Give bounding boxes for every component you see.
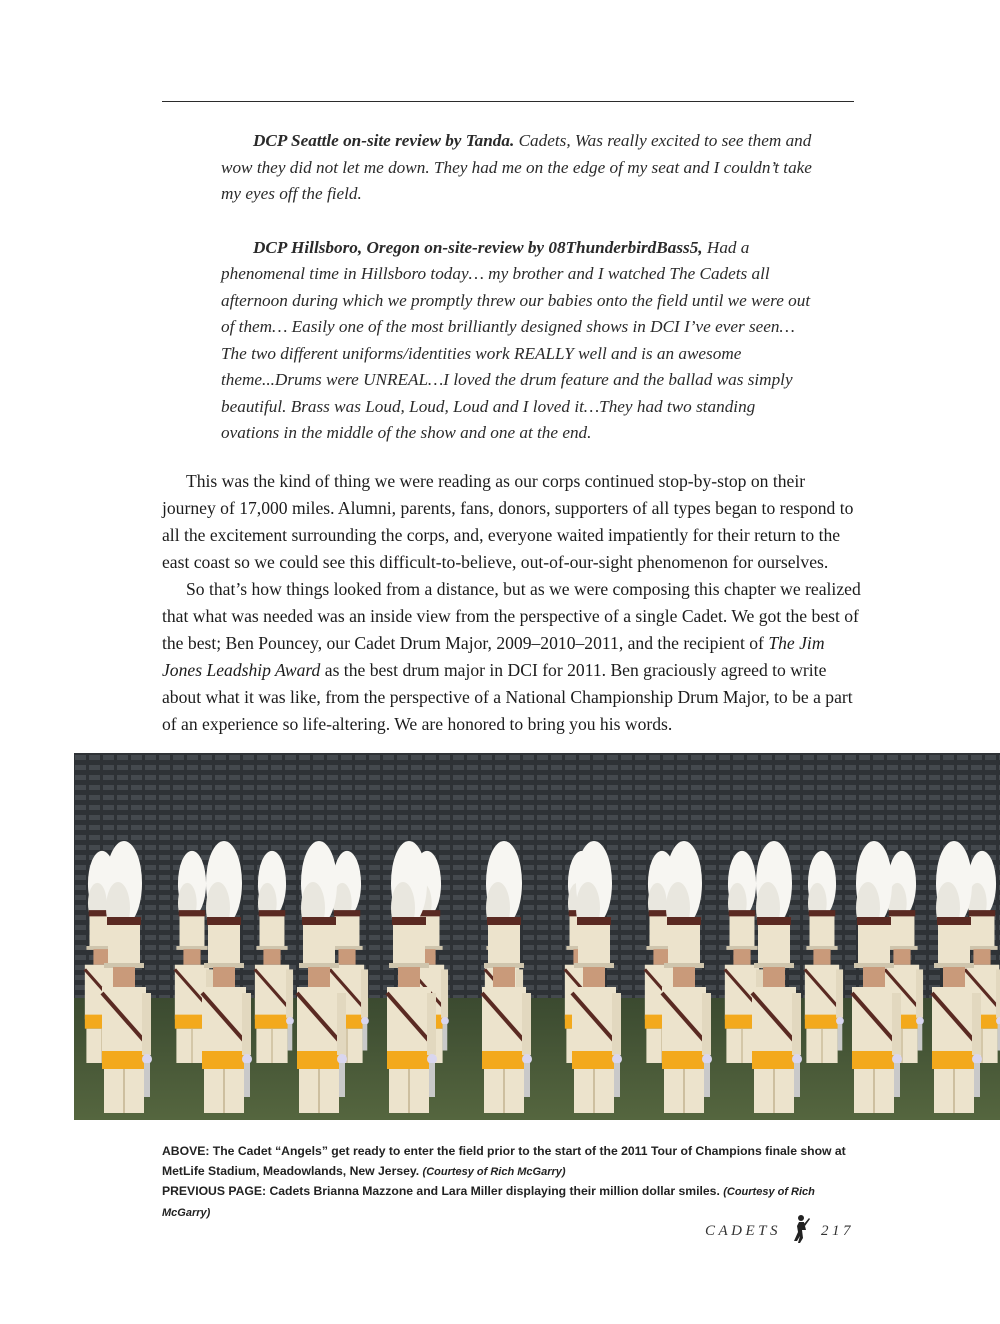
review-lead: DCP Hillsboro, Oregon on-site-review by 08ThunderbirdBass5, xyxy=(253,237,703,257)
photo-caption xyxy=(162,1142,862,1223)
review-seattle xyxy=(221,128,816,208)
cadet-figure-icon xyxy=(789,1214,811,1249)
caption-previous-label: PREVIOUS PAGE: xyxy=(162,1184,267,1198)
review-text: Had a phenomenal time in Hillsboro today… my brother and I watched The Cadets all afternoon during which we promptly threw our babies onto the field until we were out of them… Easily one of the most brilliantly designed shows in DCI I’ve ever seen…The two different uniforms/identities work REALLY well and is an awesome theme...Drums were UNREAL…I loved the drum feature and the ballad was simply beautiful. Brass was Loud, Loud, Loud and I loved it…They had two standing ovations in the middle of the show and one at the end. xyxy=(221,237,811,442)
running-head: CADETS xyxy=(704,1222,781,1239)
award-title: The Jim Jones Leadship Award xyxy=(162,633,825,680)
page-folio xyxy=(705,1216,854,1246)
caption-above-label: ABOVE: xyxy=(162,1144,210,1158)
review-paragraph xyxy=(221,235,816,447)
caption-previous-credit: (Courtesy of Rich McGarry) xyxy=(162,1186,815,1219)
caption-above-text: The Cadet “Angels” get ready to enter the field prior to the start of the 2011 Tour of Champions finale show at MetLife Stadium, Meadowlands, New Jersey. xyxy=(162,1144,846,1178)
page-number: 217 xyxy=(821,1222,854,1239)
body-paragraph-1: This was the kind of thing we were reading as our corps continued stop-by-stop on their journey of 17,000 miles. Alumni, parents, fans, donors, supporters of all types began to respond to all the excitement surrounding the corps, and, everyone waited impatiently for their return to the east coast so we could see this difficult-to-believe, out-of-our-sight phenomenon for ourselves. xyxy=(162,471,854,572)
photo-illustration xyxy=(74,753,1000,1120)
review-lead: DCP Seattle on-site review by Tanda. xyxy=(253,131,515,150)
caption-above-credit: (Courtesy of Rich McGarry) xyxy=(422,1165,566,1178)
body-p2-end: as the best drum major in DCI for 2011. Ben graciously agreed to write about what it was like, from the perspective of a National Championship Drum Major, to be a part of an experience so life-altering. We are honored to bring you his words. xyxy=(162,660,853,734)
caption-previous-text: Cadets Brianna Mazzone and Lara Miller displaying their million dollar smiles. xyxy=(266,1184,724,1198)
review-hillsboro xyxy=(221,235,816,447)
review-quotes xyxy=(221,128,816,447)
body-text xyxy=(162,468,862,738)
body-p2-start: So that’s how things looked from a distance, but as we were composing this chapter we realized that what was needed was an inside view from the perspective of a single Cadet. We got the best of the best; Ben Pouncey, our Cadet Drum Major, 2009–2010–2011, and the recipient of xyxy=(162,579,861,653)
body-paragraph-2 xyxy=(162,576,862,738)
review-paragraph xyxy=(221,128,816,208)
corps-photo xyxy=(74,753,1000,1120)
top-rule xyxy=(162,101,854,102)
review-text: Cadets, Was really excited to see them and wow they did not let me down. They had me on the edge of my seat and I couldn’t take my eyes off the field. xyxy=(221,131,812,203)
caption-above xyxy=(162,1142,862,1182)
